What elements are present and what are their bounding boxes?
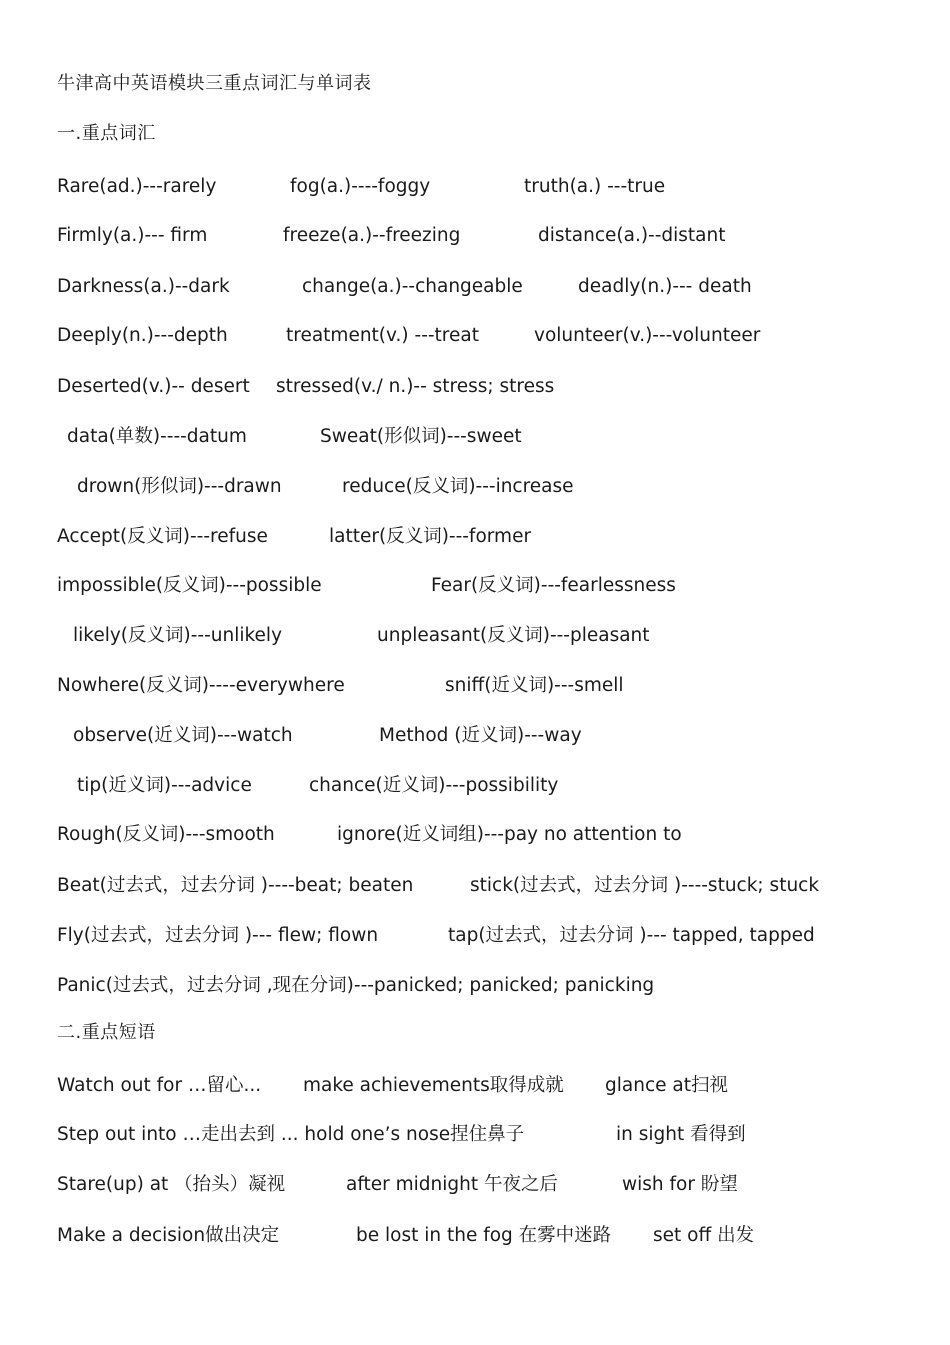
vocab-entry: sniff(近义词)---smell	[445, 675, 624, 696]
phrase-entry: Make a decision做出决定	[57, 1225, 280, 1246]
vocab-entry: Darkness(a.)--dark	[57, 276, 230, 297]
phrase-entry: be lost in the fog 在雾中迷路	[356, 1225, 612, 1246]
phrase-entry: Stare(up) at （抬头）凝视	[57, 1174, 286, 1195]
vocab-entry: drown(形似词)---drawn	[77, 476, 282, 497]
section-heading-key-vocabulary: 一.重点词汇	[57, 123, 156, 144]
vocab-entry: fog(a.)----foggy	[290, 176, 431, 197]
phrase-entry: Step out into …走出去到 ... hold one’s nose捏住鼻子	[57, 1124, 525, 1145]
phrase-entry: set off 出发	[653, 1225, 755, 1246]
vocab-entry: deadly(n.)--- death	[578, 276, 752, 297]
vocab-entry: volunteer(v.)---volunteer	[534, 325, 761, 346]
vocab-entry: likely(反义词)---unlikely	[73, 625, 283, 646]
vocab-entry: stick(过去式，过去分词 )----stuck; stuck	[470, 875, 820, 896]
phrase-entry: Watch out for …留心...	[57, 1075, 262, 1096]
vocab-entry: latter(反义词)---former	[329, 526, 532, 547]
vocab-entry: Rare(ad.)---rarely	[57, 176, 217, 197]
document-title: 牛津高中英语模块三重点词汇与单词表	[57, 73, 372, 94]
vocab-entry: Method (近义词)---way	[379, 725, 582, 746]
vocab-entry: ignore(近义词组)---pay no attention to	[337, 824, 682, 845]
vocab-entry: impossible(反义词)---possible	[57, 575, 322, 596]
vocab-entry: distance(a.)--distant	[538, 225, 726, 246]
vocab-entry: Fear(反义词)---fearlessness	[431, 575, 676, 596]
vocab-entry: stressed(v./ n.)-- stress; stress	[276, 376, 555, 397]
phrase-entry: glance at扫视	[605, 1075, 728, 1096]
vocab-entry: chance(近义词)---possibility	[309, 775, 559, 796]
vocab-entry: data(单数)----datum	[67, 426, 247, 447]
vocab-entry: Deeply(n.)---depth	[57, 325, 228, 346]
phrase-entry: after midnight 午夜之后	[346, 1174, 559, 1195]
vocab-entry: reduce(反义词)---increase	[342, 476, 574, 497]
phrase-entry: make achievements取得成就	[303, 1075, 564, 1096]
phrase-entry: in sight 看得到	[616, 1124, 746, 1145]
section-heading-key-phrases: 二.重点短语	[57, 1022, 156, 1043]
vocab-entry: Beat(过去式，过去分词 )----beat; beaten	[57, 875, 414, 896]
vocab-entry: Rough(反义词)---smooth	[57, 824, 275, 845]
vocab-entry: Nowhere(反义词)----everywhere	[57, 675, 345, 696]
vocab-entry: tip(近义词)---advice	[77, 775, 252, 796]
vocab-entry: Panic(过去式，过去分词 ,现在分词)---panicked; panicked; panicking	[57, 975, 655, 996]
vocab-entry: Accept(反义词)---refuse	[57, 526, 268, 547]
vocab-entry: unpleasant(反义词)---pleasant	[377, 625, 650, 646]
vocab-entry: freeze(a.)--freezing	[283, 225, 461, 246]
vocab-entry: tap(过去式，过去分词 )--- tapped, tapped	[448, 925, 815, 946]
vocab-entry: observe(近义词)---watch	[73, 725, 293, 746]
phrase-entry: wish for 盼望	[622, 1174, 738, 1195]
vocab-entry: Sweat(形似词)---sweet	[320, 426, 522, 447]
vocab-entry: Firmly(a.)--- firm	[57, 225, 208, 246]
vocab-entry: Fly(过去式，过去分词 )--- flew; flown	[57, 925, 379, 946]
vocab-entry: truth(a.) ---true	[524, 176, 666, 197]
vocab-entry: Deserted(v.)-- desert	[57, 376, 250, 397]
vocab-entry: change(a.)--changeable	[302, 276, 523, 297]
vocab-entry: treatment(v.) ---treat	[286, 325, 479, 346]
